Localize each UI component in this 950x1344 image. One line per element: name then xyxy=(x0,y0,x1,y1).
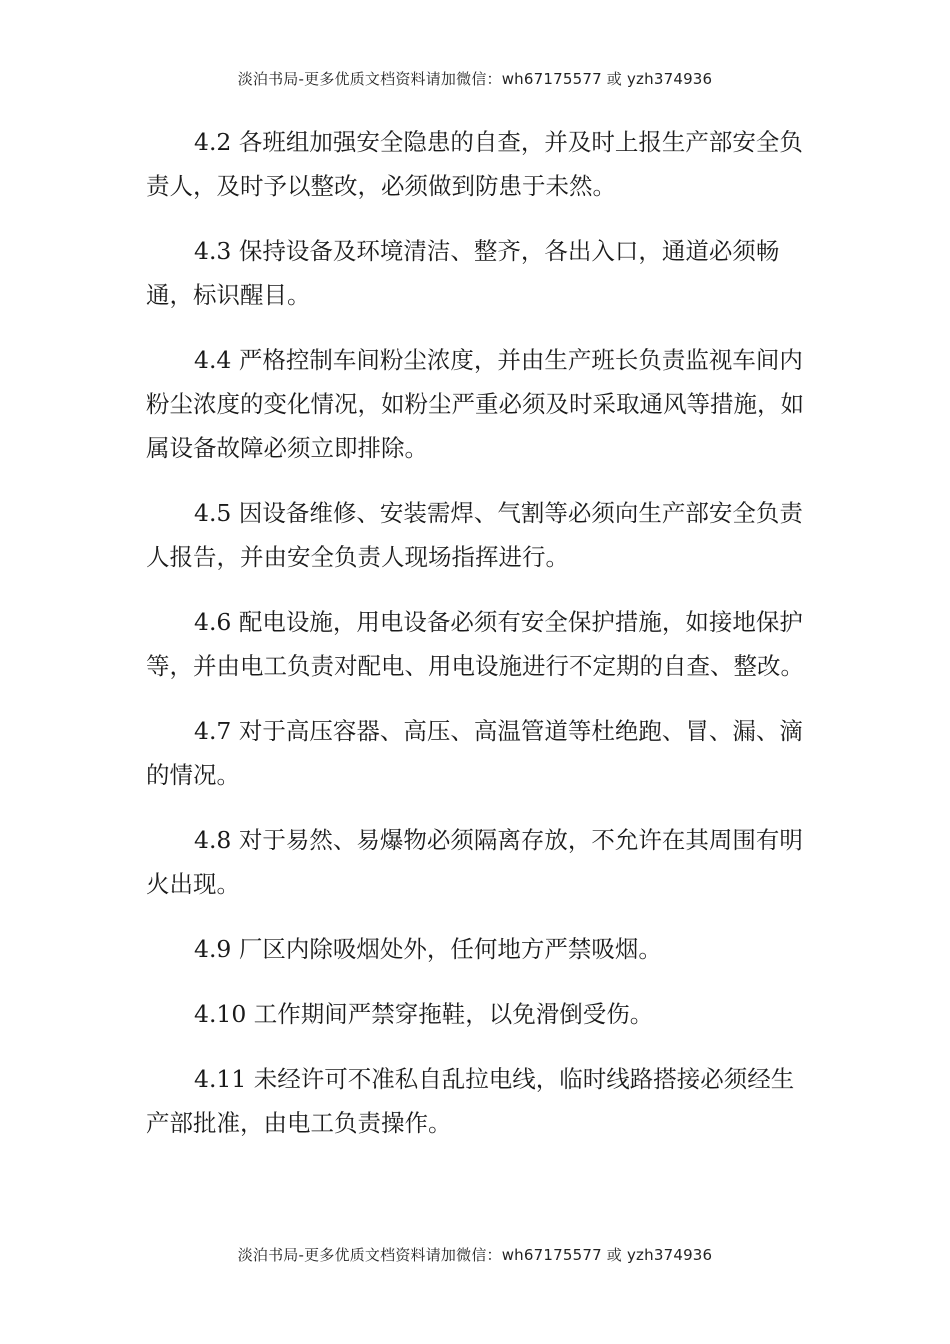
document-body xyxy=(146,120,814,1166)
paragraph-4-8: 4.8 对于易然、易爆物必须隔离存放，不允许在其周围有明火出现。 xyxy=(146,826,803,898)
page-header: 淡泊书局-更多优质文档资料请加微信：wh67175577 或 yzh374936 xyxy=(237,70,713,88)
paragraph-4-4: 4.4 严格控制车间粉尘浓度，并由生产班长负责监视车间内粉尘浓度的变化情况，如粉尘严重必须及时采取通风等措施，如属设备故障必须立即排除。 xyxy=(146,346,804,462)
paragraph-4-3: 4.3 保持设备及环境清洁、整齐，各出入口，通道必须畅通，标识醒目。 xyxy=(146,237,780,309)
paragraph-4-9: 4.9 厂区内除吸烟处外，任何地方严禁吸烟。 xyxy=(194,935,662,963)
paragraph-4-10: 4.10 工作期间严禁穿拖鞋，以免滑倒受伤。 xyxy=(194,1000,654,1028)
paragraph-4-5: 4.5 因设备维修、安装需焊、气割等必须向生产部安全负责人报告，并由安全负责人现场指挥进行。 xyxy=(146,499,803,571)
paragraph-4-6: 4.6 配电设施，用电设备必须有安全保护措施，如接地保护等，并由电工负责对配电、用电设施进行不定期的自查、整改。 xyxy=(146,608,804,680)
page-footer: 淡泊书局-更多优质文档资料请加微信：wh67175577 或 yzh374936 xyxy=(237,1246,713,1264)
paragraph-4-2: 4.2 各班组加强安全隐患的自查，并及时上报生产部安全负责人，及时予以整改，必须做到防患于未然。 xyxy=(146,128,803,200)
paragraph-4-11: 4.11 未经许可不准私自乱拉电线，临时线路搭接必须经生产部批准，由电工负责操作。 xyxy=(146,1065,795,1137)
paragraph-4-7: 4.7 对于高压容器、高压、高温管道等杜绝跑、冒、漏、滴的情况。 xyxy=(146,717,803,789)
